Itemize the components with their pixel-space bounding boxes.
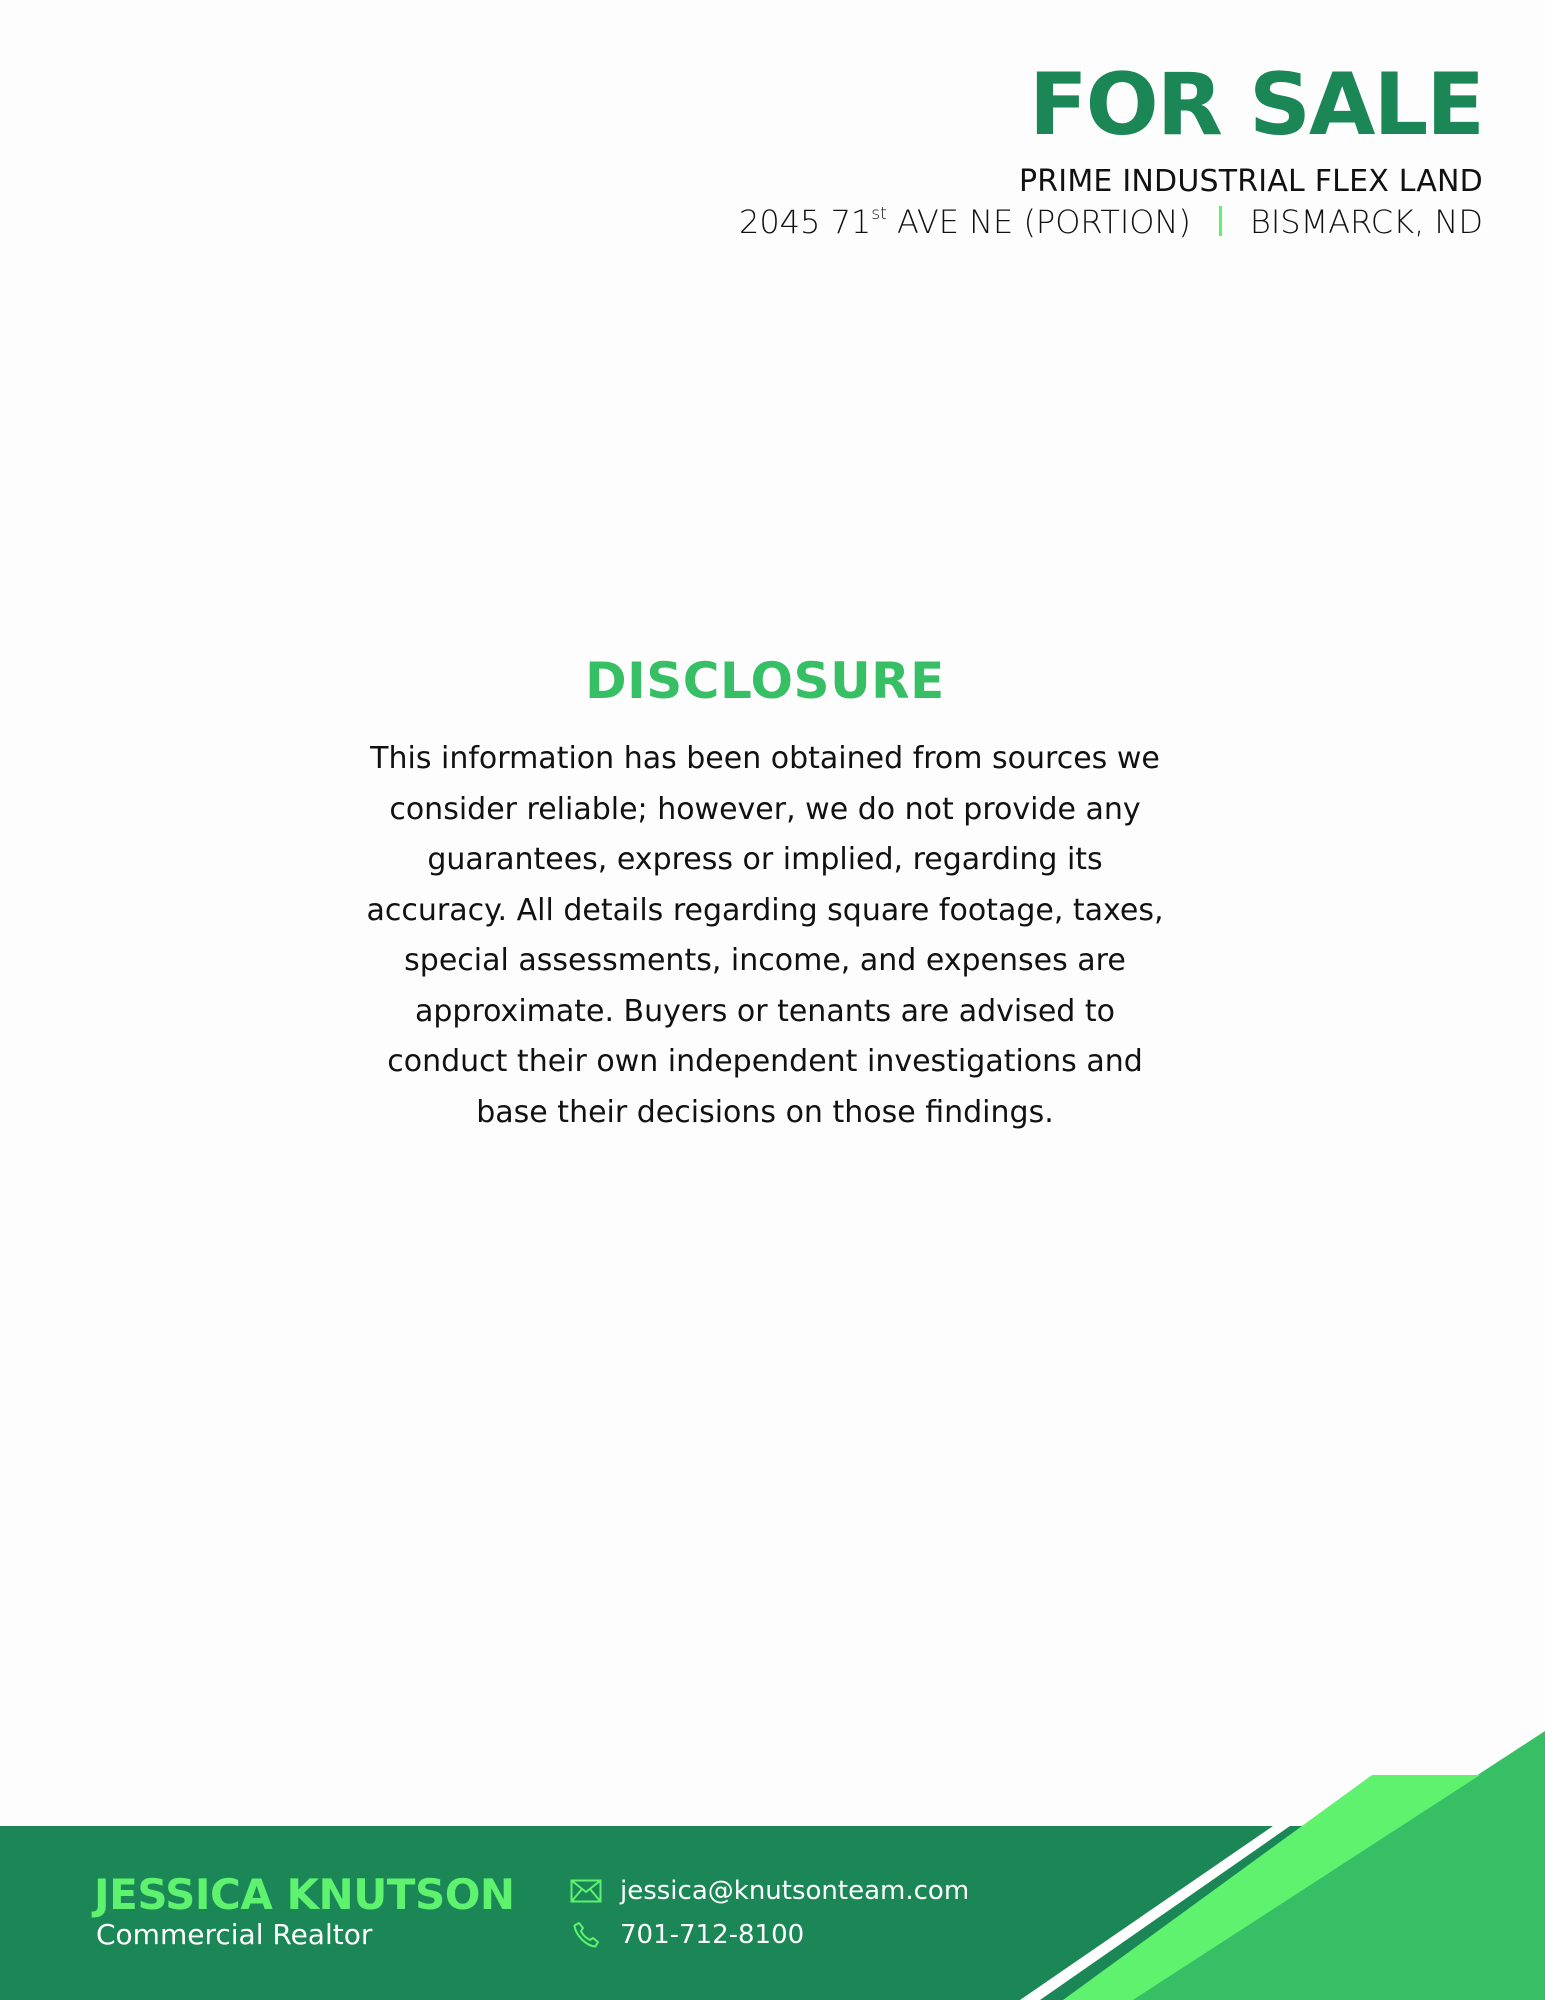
disclosure-text: This information has been obtained from sources we consider reliable; however, we do not provide any guarantees, express or implied, regarding its accuracy. All details regarding square footage, taxes, special assessments, income, and expenses are approximate. Buyers or tenants are advised to conduct their own independent investigations and base their decisions on those findings. xyxy=(366,741,1164,1130)
disclosure-title: DISCLOSURE xyxy=(585,652,945,710)
address-street: AVE NE (PORTION) xyxy=(886,203,1191,242)
address-separator xyxy=(1219,206,1222,236)
address-city: BISMARCK, ND xyxy=(1249,203,1483,242)
envelope-icon xyxy=(570,1877,602,1905)
phone-contact[interactable] xyxy=(570,1920,804,1950)
agent-name: JESSICA KNUTSON xyxy=(94,1870,515,1919)
address-ordinal-suffix: st xyxy=(871,204,887,225)
for-sale-headline: FOR SALE xyxy=(1028,55,1483,155)
email-contact[interactable] xyxy=(570,1876,969,1906)
agent-role: Commercial Realtor xyxy=(96,1918,373,1951)
address-number: 2045 71 xyxy=(738,203,872,242)
disclosure-section xyxy=(365,652,1165,1138)
email-link[interactable]: jessica@knutsonteam.com xyxy=(620,1876,970,1906)
phone-link[interactable]: 701-712-8100 xyxy=(620,1920,805,1950)
property-title: PRIME INDUSTRIAL FLEX LAND xyxy=(1018,164,1483,200)
address-line xyxy=(583,202,1483,244)
header-block xyxy=(583,55,1483,244)
phone-icon xyxy=(570,1921,602,1949)
